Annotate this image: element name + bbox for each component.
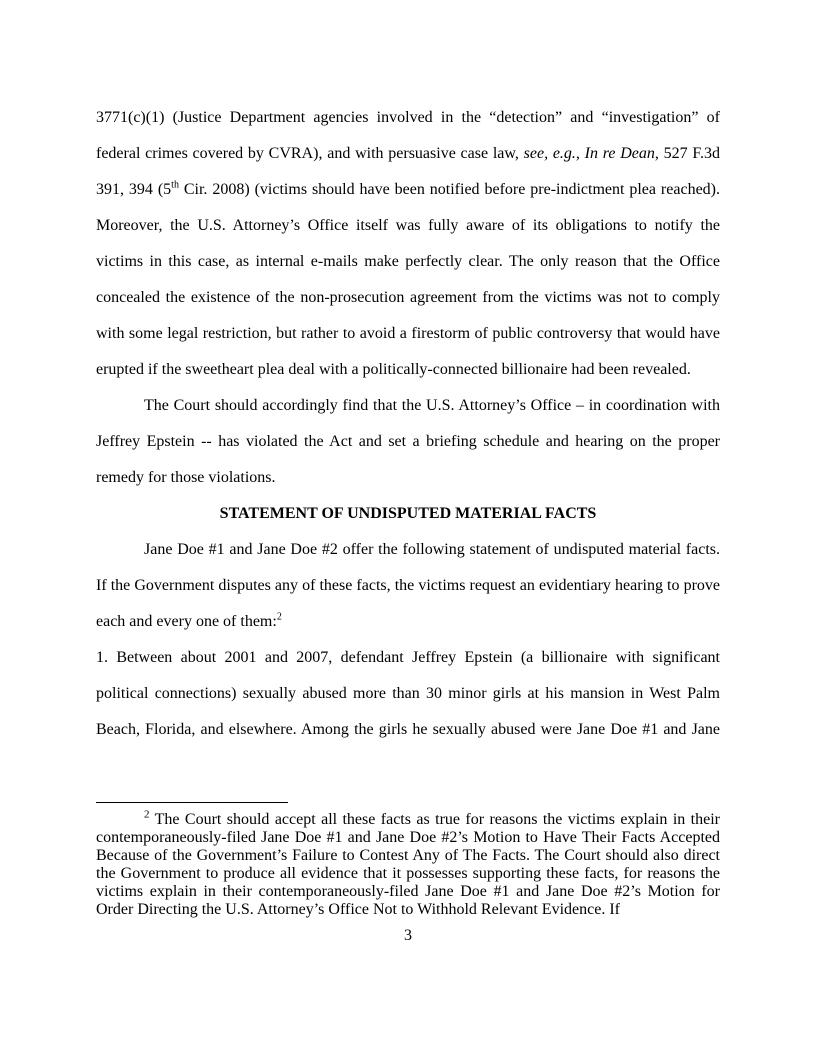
text-line: concealed the existence of the non-prosecution agreement from the victims was not to comply — [96, 289, 720, 306]
text-line: The Court should accordingly find that the U.S. Attorney’s Office – in coordination with — [144, 397, 720, 414]
footnote-divider — [96, 802, 288, 803]
text-line: erupted if the sweetheart plea deal with a politically-connected billionaire had been revealed. — [96, 361, 691, 378]
text-line: 1. Between about 2001 and 2007, defendant Jeffrey Epstein (a billionaire with significant — [96, 649, 720, 666]
text-span: Cir. 2008) (victims should have been notified before pre-indictment plea reached). — [178, 181, 720, 198]
text-line: political connections) sexually abused more than 30 minor girls at his mansion in West Palm — [96, 685, 720, 702]
text-line: with some legal restriction, but rather to avoid a firestorm of public controversy that would have — [96, 325, 720, 342]
paragraph-fact-1 — [96, 648, 720, 740]
case-citation: see, e.g., In re Dean — [523, 145, 655, 162]
text-line: remedy for those violations. — [96, 469, 276, 486]
page-number: 3 — [404, 927, 412, 944]
footnote — [96, 808, 720, 919]
paragraph-court-finding — [96, 396, 720, 488]
text-span: federal crimes covered by CVRA), and with persuasive case law, — [96, 145, 519, 162]
text-line — [96, 144, 720, 164]
paragraph-statement-intro — [96, 540, 720, 632]
text-span: each and every one of them: — [96, 613, 277, 630]
text-line: Beach, Florida, and elsewhere. Among the girls he sexually abused were Jane Doe #1 and Jane — [96, 721, 720, 738]
footnote-line: Because of the Government’s Failure to Contest Any of The Facts. The Court should also direct — [96, 847, 720, 864]
footnote-line: contemporaneously-filed Jane Doe #1 and Jane Doe #2’s Motion to Have Their Facts Accepted — [96, 829, 720, 846]
text-span: 391, 394 (5 — [96, 181, 172, 198]
text-line: Jane Doe #1 and Jane Doe #2 offer the following statement of undisputed material facts. — [144, 541, 720, 558]
text-span: , 527 F.3d — [654, 145, 721, 162]
footnote-line: the Government to produce all evidence that it possesses supporting these facts, for reasons the — [96, 865, 720, 882]
section-heading: STATEMENT OF UNDISPUTED MATERIAL FACTS — [219, 505, 597, 522]
footnote-line: Order Directing the U.S. Attorney’s Office Not to Withhold Relevant Evidence. If — [96, 901, 620, 918]
paragraph-cvra-notice — [96, 108, 720, 380]
text-line: If the Government disputes any of these facts, the victims request an evidentiary hearing to prove — [96, 577, 720, 594]
footnote-mark: 2 — [144, 808, 150, 821]
text-line: 3771(c)(1) (Justice Department agencies involved in the “detection” and “investigation” of — [96, 109, 720, 126]
superscript: th — [171, 179, 179, 191]
text-line — [96, 612, 720, 632]
text-line: Moreover, the U.S. Attorney’s Office itself was fully aware of its obligations to notify the — [96, 217, 720, 234]
footnote-line — [96, 808, 720, 829]
footnote-line: victims explain in their contemporaneously-filed Jane Doe #1 and Jane Doe #2’s Motion for — [96, 883, 720, 900]
document-body — [96, 108, 720, 756]
text-span: The Court should accept all these facts as true for reasons the victims explain in their — [149, 811, 720, 828]
text-line: Jeffrey Epstein -- has violated the Act and set a briefing schedule and hearing on the proper — [96, 433, 720, 450]
text-line — [96, 180, 720, 200]
footnote-reference: 2 — [276, 611, 282, 623]
text-line: victims in this case, as internal e-mails make perfectly clear. The only reason that the Office — [96, 253, 720, 270]
